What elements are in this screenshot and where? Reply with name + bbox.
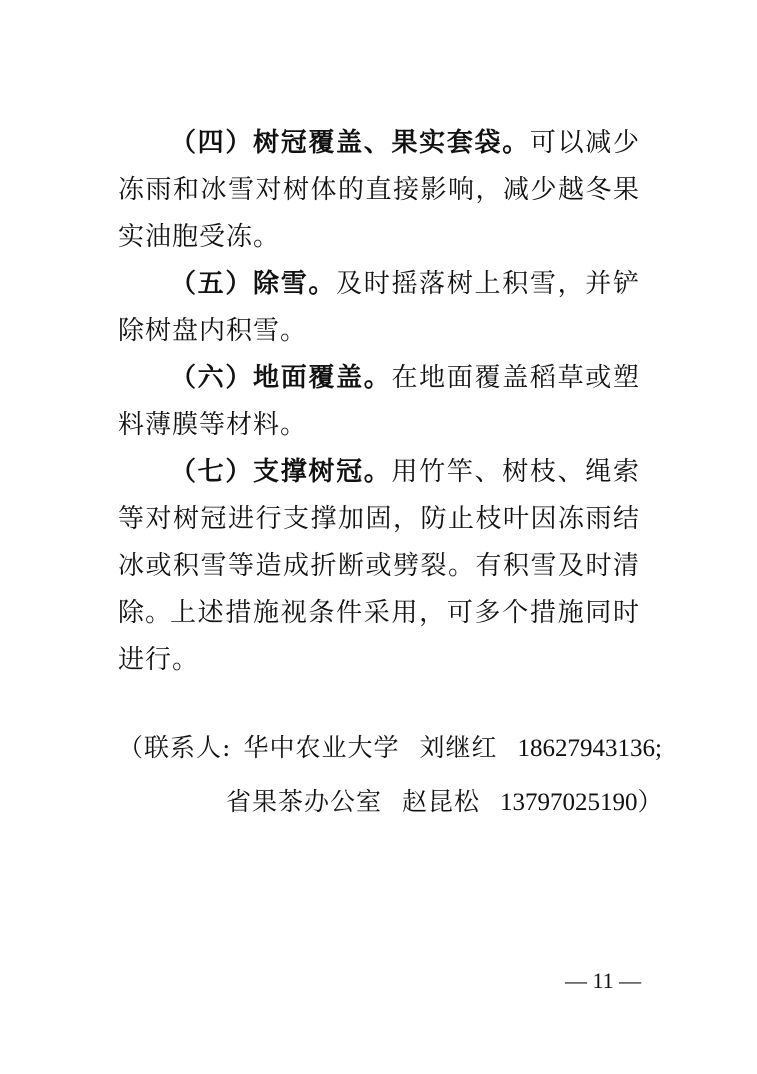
contact-phone: 18627943136; (517, 735, 662, 762)
paragraph-body: 可以减少冻雨和冰雪对树体的直接影响，减少越冬果实油胞受冻。 (118, 128, 640, 252)
paragraph-heading: （五）除雪。 (170, 269, 337, 299)
contact-phone: 13797025190） (500, 789, 663, 816)
paragraph-snow-removal (118, 261, 640, 355)
paragraph-heading: （四）树冠覆盖、果实套袋。 (170, 128, 530, 158)
paragraph-heading: （六）地面覆盖。 (170, 363, 392, 393)
page-number: — 11 — (565, 968, 642, 993)
contact-org: 华中农业大学 (243, 733, 400, 762)
paragraph-summary (118, 590, 640, 684)
paragraph-body: 用竹竿、树枝、绳索等对树冠进行支撑加固，防止枝叶因冻雨结冰或积雪等造成折断或劈裂。有积雪及时清除。 (118, 457, 640, 628)
contact-line-2 (226, 782, 663, 823)
paragraph-body: 在地面覆盖稻草或塑料薄膜等材料。 (118, 363, 640, 440)
contact-name: 赵昆松 (402, 787, 481, 816)
paragraph-body: 上述措施视条件采用，可多个措施同时进行。 (118, 598, 640, 675)
paragraph-crown-cover (118, 120, 640, 261)
contact-name: 刘继红 (419, 733, 498, 762)
contact-org: 省果茶办公室 (226, 787, 383, 816)
contact-prefix: （联系人: (118, 733, 232, 762)
paragraph-ground-cover (118, 355, 640, 449)
contact-line-1 (118, 728, 662, 769)
paragraph-heading: （七）支撑树冠。 (170, 457, 392, 487)
paragraph-body: 及时摇落树上积雪，并铲除树盘内积雪。 (118, 269, 640, 346)
